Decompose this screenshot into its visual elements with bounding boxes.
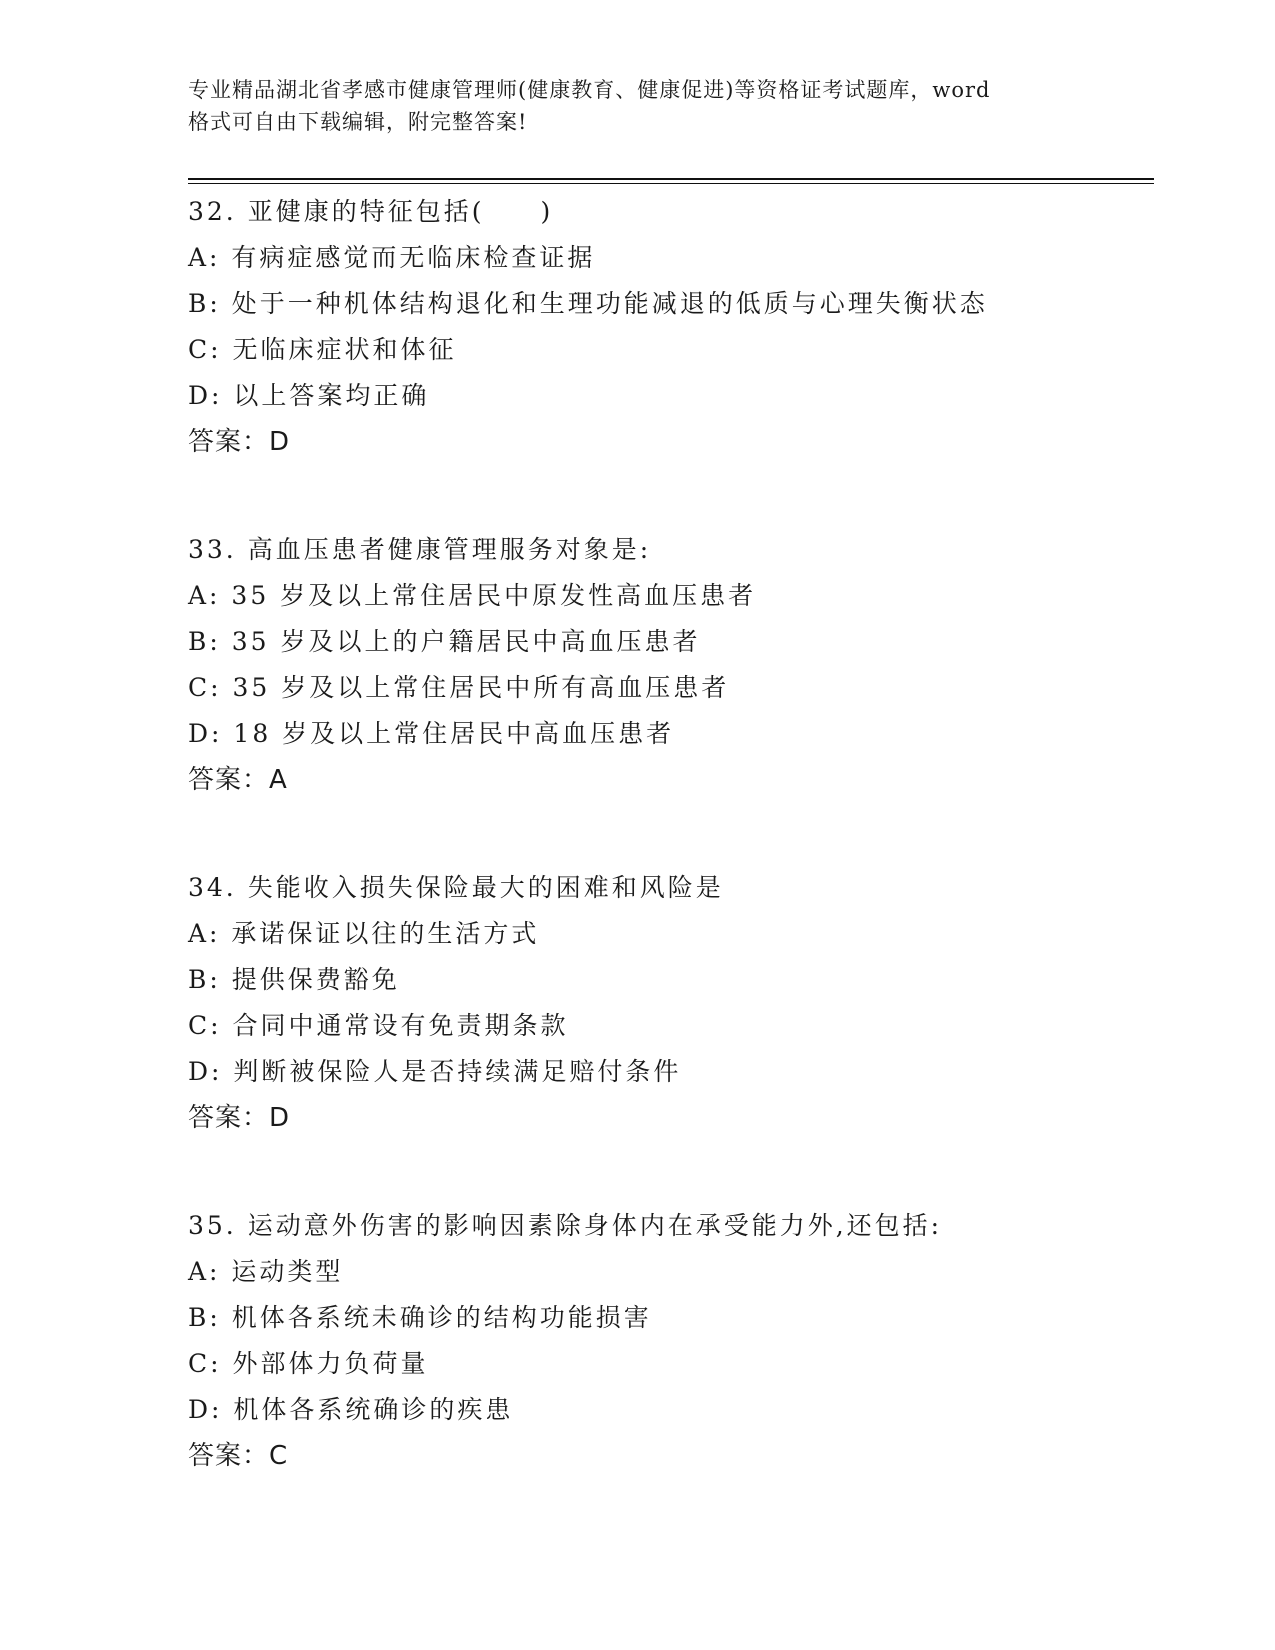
option-c: C: 外部体力负荷量 (188, 1349, 429, 1378)
option-d: D: 判断被保险人是否持续满足赔付条件 (188, 1057, 682, 1086)
option-b: B: 提供保费豁免 (188, 965, 400, 994)
answer-line: 答案：A (188, 765, 288, 795)
option-a: A: 运动类型 (188, 1257, 344, 1286)
header-line-1: 专业精品湖北省孝感市健康管理师(健康教育、健康促进)等资格证考试题库，word (188, 78, 991, 102)
answer-line: 答案：D (188, 1103, 291, 1133)
question-35 (188, 1203, 1168, 1479)
header-divider-thin (188, 183, 1154, 184)
header-line-2: 格式可自由下载编辑，附完整答案! (188, 110, 528, 134)
option-c: C: 35 岁及以上常住居民中所有高血压患者 (188, 673, 730, 702)
question-stem: 32. 亚健康的特征包括( ) (188, 197, 554, 226)
option-a: A: 有病症感觉而无临床检查证据 (188, 243, 596, 272)
option-a: A: 35 岁及以上常住居民中原发性高血压患者 (188, 581, 757, 610)
question-spacer (188, 803, 1168, 865)
option-b: B: 处于一种机体结构退化和生理功能减退的低质与心理失衡状态 (188, 289, 988, 318)
question-spacer (188, 1141, 1168, 1203)
option-d: D: 以上答案均正确 (188, 381, 430, 410)
option-d: D: 机体各系统确诊的疾患 (188, 1395, 514, 1424)
question-34 (188, 865, 1168, 1141)
question-stem: 34. 失能收入损失保险最大的困难和风险是 (188, 873, 724, 902)
option-a: A: 承诺保证以往的生活方式 (188, 919, 540, 948)
option-b: B: 机体各系统未确诊的结构功能损害 (188, 1303, 652, 1332)
question-33 (188, 527, 1168, 803)
document-header (188, 74, 1088, 138)
answer-line: 答案：D (188, 427, 291, 457)
option-d: D: 18 岁及以上常住居民中高血压患者 (188, 719, 675, 748)
answer-line: 答案：C (188, 1441, 289, 1471)
question-stem: 33. 高血压患者健康管理服务对象是: (188, 535, 652, 564)
question-32 (188, 189, 1168, 465)
question-stem: 35. 运动意外伤害的影响因素除身体内在承受能力外,还包括: (188, 1211, 943, 1240)
option-c: C: 无临床症状和体征 (188, 335, 457, 364)
option-b: B: 35 岁及以上的户籍居民中高血压患者 (188, 627, 701, 656)
question-spacer (188, 465, 1168, 527)
question-list (188, 189, 1168, 1479)
header-divider-thick (188, 178, 1154, 180)
option-c: C: 合同中通常设有免责期条款 (188, 1011, 569, 1040)
